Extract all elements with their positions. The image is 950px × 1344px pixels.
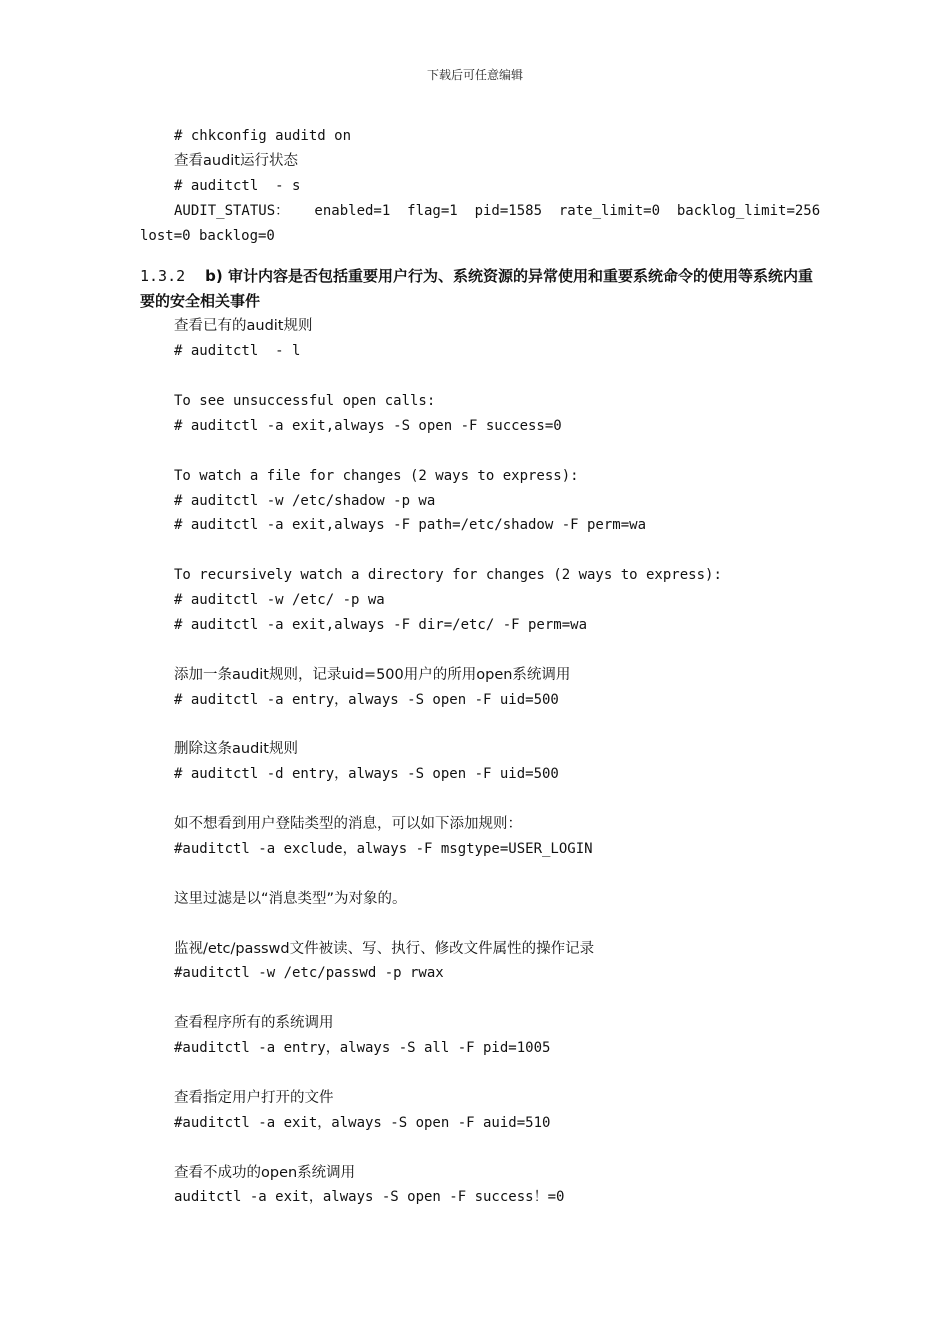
description-line: 查看已有的audit规则 <box>174 318 313 335</box>
description-line: 如不想看到用户登陆类型的消息，可以如下添加规则： <box>174 816 522 833</box>
command-line: # auditctl -a entry，always -S open -F uid=500 <box>174 691 559 708</box>
rule-block <box>140 389 820 439</box>
command-line: # auditctl -a exit,always -F dir=/etc/ -F perm=wa <box>174 616 588 633</box>
command-line: #auditctl -a exit，always -S open -F auid=510 <box>174 1114 551 1131</box>
description-line: 查看audit运行状态 <box>174 152 298 169</box>
command-line: # chkconfig auditd on <box>174 128 352 144</box>
status-section <box>140 124 820 248</box>
output-line: lost=0 backlog=0 <box>140 227 275 244</box>
command-line: auditctl -a exit，always -S open -F success！=0 <box>174 1189 565 1206</box>
rule-block <box>140 464 820 539</box>
description-line: To recursively watch a directory for changes (2 ways to express): <box>174 567 722 584</box>
command-line: # auditctl -w /etc/shadow -p wa <box>174 492 436 509</box>
description-line: 这里过滤是以“消息类型”为对象的。 <box>174 890 407 907</box>
command-line: # auditctl - l <box>174 343 301 360</box>
rule-block <box>140 1161 820 1211</box>
section-number: 1.3.2 <box>140 267 186 286</box>
rule-block <box>140 314 820 364</box>
description-line: 查看程序所有的系统调用 <box>174 1015 334 1032</box>
rule-block <box>140 937 820 987</box>
rule-block <box>140 563 820 638</box>
rule-block <box>140 737 820 787</box>
description-line: 查看不成功的open系统调用 <box>174 1164 356 1181</box>
rule-block <box>140 663 820 713</box>
description-line: 查看指定用户打开的文件 <box>174 1089 334 1106</box>
description-line: 监视/etc/passwd文件被读、写、执行、修改文件属性的操作记录 <box>174 940 595 957</box>
command-line: # auditctl -d entry，always -S open -F uid=500 <box>174 766 559 783</box>
command-line: #auditctl -w /etc/passwd -p rwax <box>174 965 444 982</box>
output-line: AUDIT_STATUS： enabled=1 flag=1 pid=1585 rate_limit=0 backlog_limit=256 <box>174 202 820 219</box>
description-line: To watch a file for changes (2 ways to express): <box>174 467 579 484</box>
command-line: # auditctl -a exit,always -S open -F success=0 <box>174 417 562 434</box>
description-line: To see unsuccessful open calls: <box>174 392 436 409</box>
page-header: 下载后可任意编辑 <box>426 68 523 82</box>
command-line: # auditctl -a exit,always -F path=/etc/shadow -F perm=wa <box>174 517 647 534</box>
section-heading <box>140 264 820 314</box>
command-line: #auditctl -a exclude，always -F msgtype=USER_LOGIN <box>174 840 593 857</box>
description-line: 添加一条audit规则，记录uid=500用户的所用open系统调用 <box>174 666 571 683</box>
description-line: 删除这条audit规则 <box>174 741 298 758</box>
rule-block <box>140 1011 820 1061</box>
document-body <box>140 124 820 1210</box>
command-line: # auditctl -w /etc/ -p wa <box>174 592 385 609</box>
rule-block <box>140 812 820 862</box>
command-line: # auditctl - s <box>174 177 301 194</box>
section-title: b) 审计内容是否包括重要用户行为、系统资源的异常使用和重要系统命令的使用等系统内重要的安全相关事件 <box>140 267 813 311</box>
command-line: #auditctl -a entry，always -S all -F pid=1005 <box>174 1040 551 1057</box>
rule-block <box>140 1086 820 1136</box>
rule-block <box>140 887 820 912</box>
